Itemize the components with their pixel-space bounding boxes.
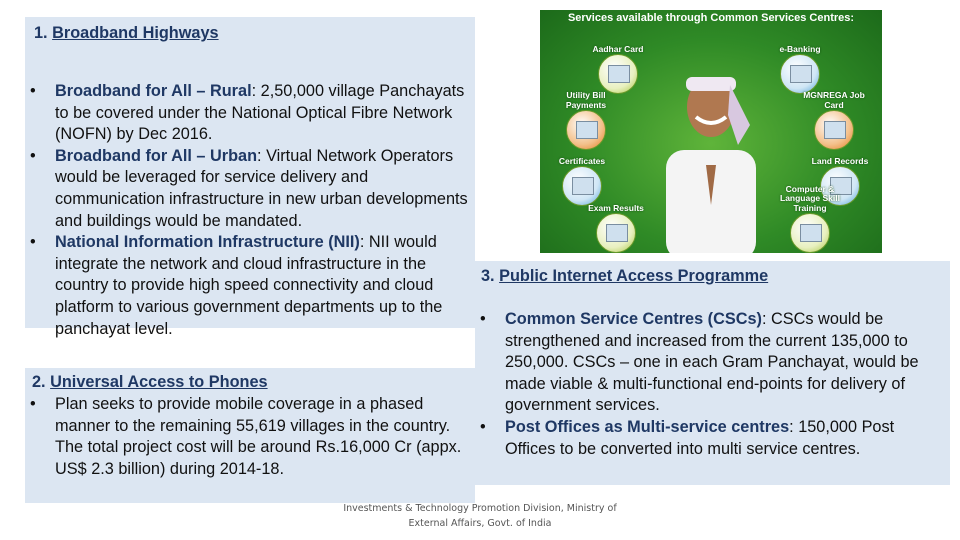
bullet-list xyxy=(25,81,473,340)
list-item: • Post Offices as Multi-service centres: 150,000 Post Offices to be converted into multi service centres. xyxy=(475,417,943,460)
list-item: • Plan seeks to provide mobile coverage in a phased manner to the remaining 55,619 villages in the country. The total project cost will be around Rs.16,000 Cr (appx. US$ 2.3 billion) during 2014-18. xyxy=(25,394,470,480)
csc-services-image xyxy=(540,10,882,253)
list-item: • National Information Infrastructure (NII): NII would integrate the network and cloud infrastructure in the country to provide high speed connectivity and cloud platform to various government departments up to the panchayat level. xyxy=(25,232,473,340)
service-land-records-icon: Land Records xyxy=(820,166,860,206)
section-title-link[interactable]: Public Internet Access Programme xyxy=(499,267,769,285)
broadband-highways-panel xyxy=(25,17,475,338)
list-item: • Broadband for All – Rural: 2,50,000 village Panchayats to be covered under the National Optical Fibre Network (NOFN) by Dec 2016. xyxy=(25,81,473,146)
list-item: • Broadband for All – Urban: Virtual Network Operators would be leveraged for service delivery and communication infrastructure in new urban developments and buildings would be mandated. xyxy=(25,146,473,232)
service-certificates-icon: Certificates xyxy=(562,166,602,206)
footer-credit: Investments & Technology Promotion Division, Ministry of External Affairs, Govt. of India xyxy=(343,503,617,529)
section-heading: 3. Public Internet Access Programme xyxy=(481,267,769,285)
bullet-list xyxy=(25,394,470,480)
service-aadhar-card-icon: Aadhar Card xyxy=(598,54,638,94)
list-item: • Common Service Centres (CSCs): CSCs would be strengthened and increased from the current 135,000 to 250,000. CSCs – one in each Gram Panchayat, would be made viable & multi-functional end-points for delivery of government services. xyxy=(475,309,943,417)
section-title-link[interactable]: Universal Access to Phones xyxy=(50,373,268,391)
service-mgnrega-icon: MGNREGA Job Card xyxy=(814,110,854,150)
person-illustration xyxy=(658,55,764,253)
section-title-link[interactable]: Broadband Highways xyxy=(52,24,219,42)
service-e-banking-icon: e-Banking xyxy=(780,54,820,94)
bullet-list xyxy=(475,309,943,460)
section-heading: 1. Broadband Highways xyxy=(34,24,219,42)
service-skill-training-icon: Computer & Language Skill Training xyxy=(790,213,830,253)
service-utility-bill-icon: Utility Bill Payments xyxy=(566,110,606,150)
service-exam-results-icon: Exam Results xyxy=(596,213,636,253)
image-title: Services available through Common Services Centres: xyxy=(567,12,855,24)
public-internet-access-panel xyxy=(475,261,950,485)
section-heading: 2. Universal Access to Phones xyxy=(32,373,268,391)
universal-access-panel xyxy=(25,368,475,503)
